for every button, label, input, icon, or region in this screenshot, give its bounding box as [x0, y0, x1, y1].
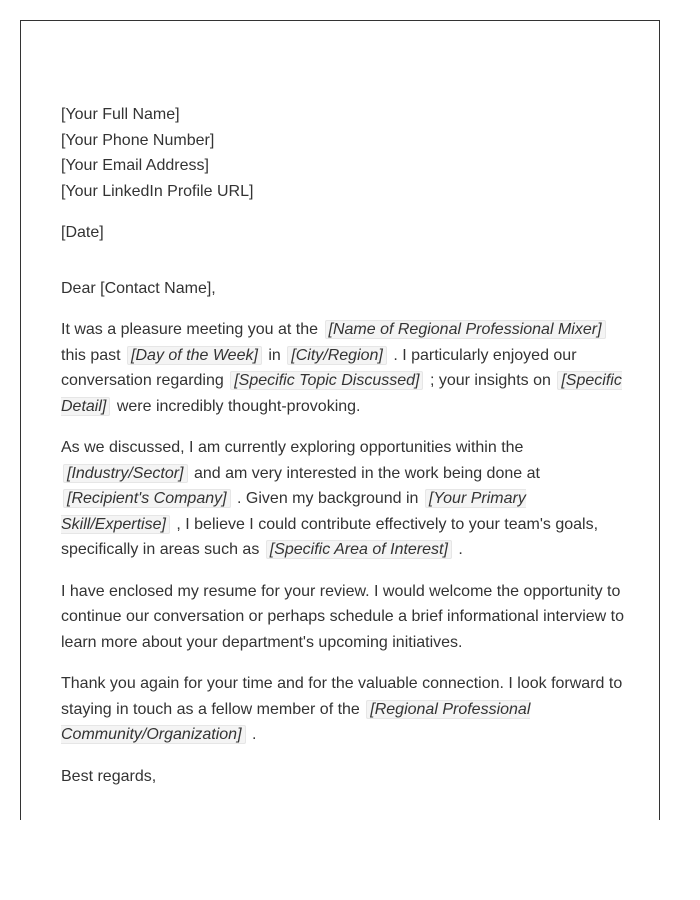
- closing: Best regards,: [61, 767, 157, 785]
- paragraph-3: [61, 579, 626, 656]
- placeholder-field: [Day of the Week]: [127, 346, 262, 365]
- letter-date: [Date]: [61, 224, 104, 241]
- paragraph-text: .: [458, 541, 463, 558]
- sender-header: [61, 102, 626, 204]
- sender-linkedin: [Your LinkedIn Profile URL]: [61, 182, 254, 200]
- paragraph-text: ; your insights on: [429, 372, 551, 389]
- placeholder-field: [Specific Area of Interest]: [266, 540, 452, 559]
- paragraph-text: I have enclosed my resume for your review. I would welcome the opportunity to continue our conversation or perhaps schedule a brief informational interview to learn more about your department's upcoming initiatives.: [61, 582, 624, 651]
- salutation: Dear [Contact Name],: [61, 279, 216, 297]
- paragraph-text: It was a pleasure meeting you at the: [61, 321, 319, 338]
- placeholder-field: [Specific Topic Discussed]: [230, 371, 423, 390]
- placeholder-field: [Name of Regional Professional Mixer]: [325, 320, 606, 339]
- sender-name: [Your Full Name]: [61, 106, 180, 123]
- placeholder-field: [Industry/Sector]: [63, 464, 188, 483]
- placeholder-field: [City/Region]: [287, 346, 387, 365]
- paragraph-text: Thank you again for your time and for the valuable connection. I look forward to staying in touch as a fellow member of the: [61, 675, 623, 718]
- paragraph-text: , I believe I could contribute effectively to your team's goals, specifically in areas such as: [61, 515, 599, 558]
- placeholder-field: [Specific Detail]: [61, 372, 622, 415]
- paragraph-text: were incredibly thought-provoking.: [116, 397, 361, 415]
- paragraph-text: . Given my background in: [237, 490, 419, 507]
- placeholder-field: [Your Primary Skill/Expertise]: [61, 490, 526, 533]
- sender-email: [Your Email Address]: [61, 157, 209, 174]
- placeholder-field: [Regional Professional Community/Organization]: [61, 700, 531, 743]
- letter-content: [61, 102, 626, 789]
- paragraph-text: in: [268, 346, 281, 364]
- paragraph-text: . I particularly enjoyed our conversation regarding: [61, 346, 577, 389]
- paragraph-4: [61, 671, 626, 748]
- paragraph-2: [61, 435, 626, 563]
- paragraph-text: this past: [61, 346, 121, 364]
- placeholder-field: [Recipient's Company]: [63, 489, 231, 508]
- paragraph-text: and am very interested in the work being done at: [193, 464, 540, 482]
- letter-page: [20, 20, 660, 820]
- paragraph-text: .: [251, 726, 257, 743]
- paragraph-1: [61, 317, 626, 419]
- paragraph-text: As we discussed, I am currently exploring opportunities within the: [61, 439, 524, 456]
- sender-phone: [Your Phone Number]: [61, 131, 215, 149]
